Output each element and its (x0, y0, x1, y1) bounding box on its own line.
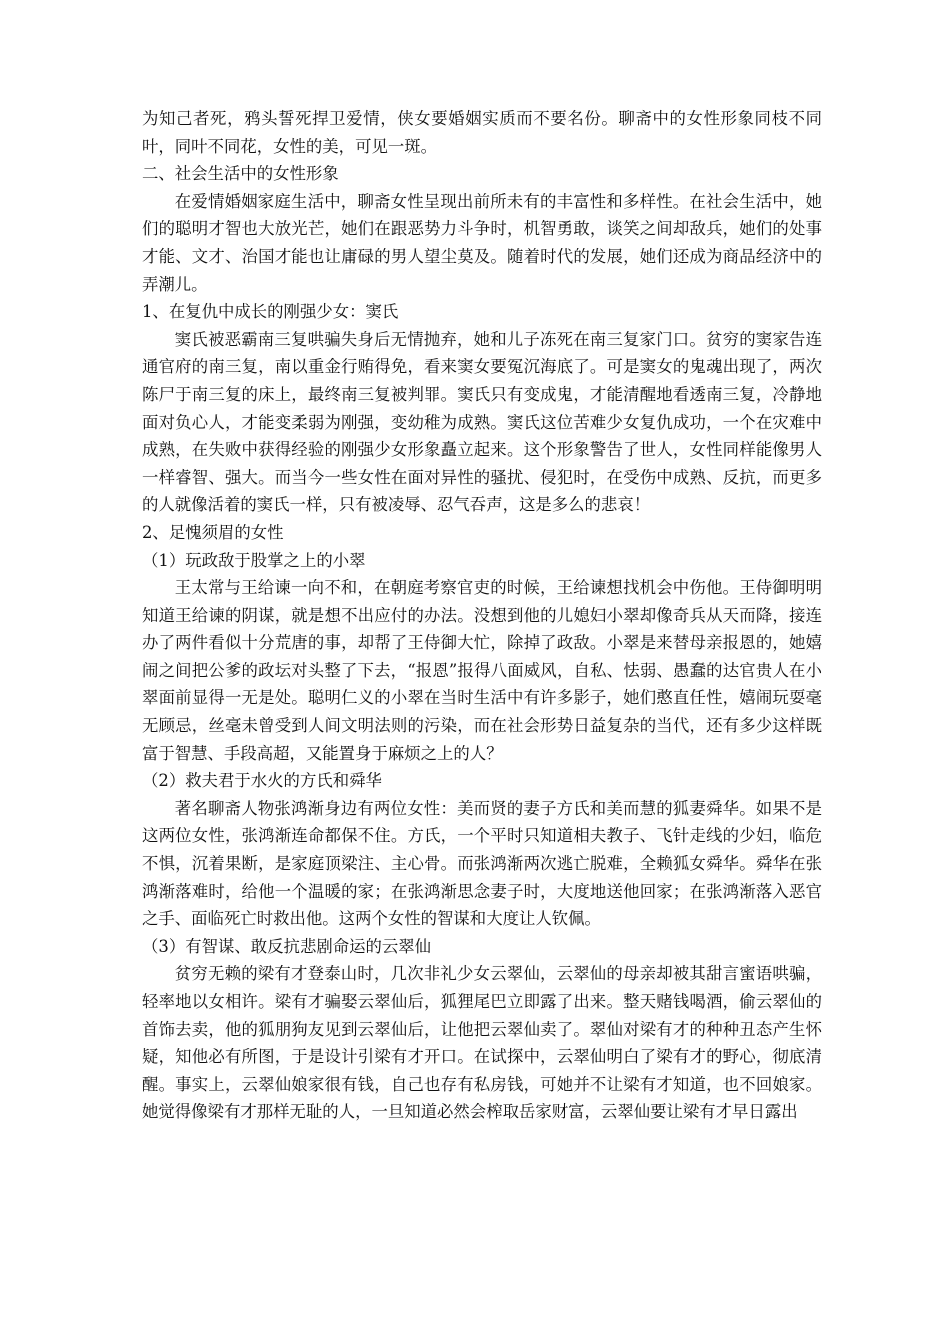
paragraph: 在爱情婚姻家庭生活中，聊斋女性呈现出前所未有的丰富性和多样性。在社会生活中，她们的聪明才智也大放光芒，她们在跟恶势力斗争时，机智勇敢，谈笑之间却敌兵，她们的处事才能、文才、治国才能也让庸碌的男人望尘莫及。随着时代的发展，她们还成为商品经济中的弄潮儿。 (142, 191, 822, 294)
document-page (142, 105, 822, 1126)
paragraph: 为知己者死，鸦头誓死捍卫爱情，侠女要婚姻实质而不要名份。聊斋中的女性形象同枝不同叶，同叶不同花，女性的美，可见一斑。 (142, 109, 822, 156)
item-heading: （2）救夫君于水火的方氏和舜华 (142, 771, 382, 791)
section-heading: 二、社会生活中的女性形象 (142, 164, 339, 184)
subsection-heading: 2、足愧须眉的女性 (142, 522, 284, 542)
paragraph: 窦氏被恶霸南三复哄骗失身后无情抛弃，她和儿子冻死在南三复家门口。贫穷的窦家告连通官府的南三复，南以重金行贿得免，看来窦女要冤沉海底了。可是窦女的鬼魂出现了，两次陈尸于南三复的床上，最终南三复被判罪。窦氏只有变成鬼，才能清醒地看透南三复，冷静地面对负心人，才能变柔弱为刚强，变幼稚为成熟。窦氏这位苦难少女复仇成功，一个在灾难中成熟，在失败中获得经验的刚强少女形象矗立起来。这个形象警告了世人，女性同样能像男人一样睿智、强大。而当今一些女性在面对异性的骚扰、侵犯时，在受伤中成熟、反抗，而更多的人就像活着的窦氏一样，只有被凌辱、忍气吞声，这是多么的悲哀！ (142, 329, 822, 515)
paragraph: 著名聊斋人物张鸿渐身边有两位女性：美而贤的妻子方氏和美而慧的狐妻舜华。如果不是这两位女性，张鸿渐连命都保不住。方氏，一个平时只知道相夫教子、飞针走线的少妇，临危不惧，沉着果断，是家庭顶梁注、主心骨。而张鸿渐两次逃亡脱难，全赖狐女舜华。舜华在张鸿渐落难时，给他一个温暖的家；在张鸿渐思念妻子时，大度地送他回家；在张鸿渐落入恶官之手、面临死亡时救出他。这两个女性的智谋和大度让人钦佩。 (142, 798, 822, 929)
subsection-heading: 1、在复仇中成长的刚强少女：窦氏 (142, 302, 399, 322)
item-heading: （3）有智谋、敢反抗悲剧命运的云翠仙 (142, 936, 432, 956)
item-heading: （1）玩政敌于股掌之上的小翠 (142, 550, 366, 570)
paragraph: 王太常与王给谏一向不和，在朝庭考察官吏的时候，王给谏想找机会中伤他。王侍御明明知道王给谏的阴谋，就是想不出应付的办法。没想到他的儿媳妇小翠却像奇兵从天而降，接连办了两件看似十分荒唐的事，却帮了王侍御大忙，除掉了政敌。小翠是来替母亲报恩的，她嬉闹之间把公爹的政坛对头整了下去，“报恩”报得八面威风，自私、怯弱、愚蠢的达官贵人在小翠面前显得一无是处。聪明仁义的小翠在当时生活中有许多影子，她们憨直任性，嬉闹玩耍毫无顾忌，丝毫未曾受到人间文明法则的污染，而在社会形势日益复杂的当代，还有多少这样既富于智慧、手段高超，又能置身于麻烦之上的人？ (142, 578, 822, 763)
paragraph: 贫穷无赖的梁有才登泰山时，几次非礼少女云翠仙，云翠仙的母亲却被其甜言蜜语哄骗，轻率地以女相许。梁有才骗娶云翠仙后，狐狸尾巴立即露了出来。整天赌钱喝酒，偷云翠仙的首饰去卖，他的狐朋狗友见到云翠仙后，让他把云翠仙卖了。翠仙对梁有才的种种丑态产生怀疑，知他必有所图，于是设计引梁有才开口。在试探中，云翠仙明白了梁有才的野心，彻底清醒。事实上，云翠仙娘家很有钱，自己也存有私房钱，可她并不让梁有才知道，也不回娘家。她觉得像梁有才那样无耻的人，一旦知道必然会榨取岳家财富，云翠仙要让梁有才早日露出 (142, 964, 822, 1122)
